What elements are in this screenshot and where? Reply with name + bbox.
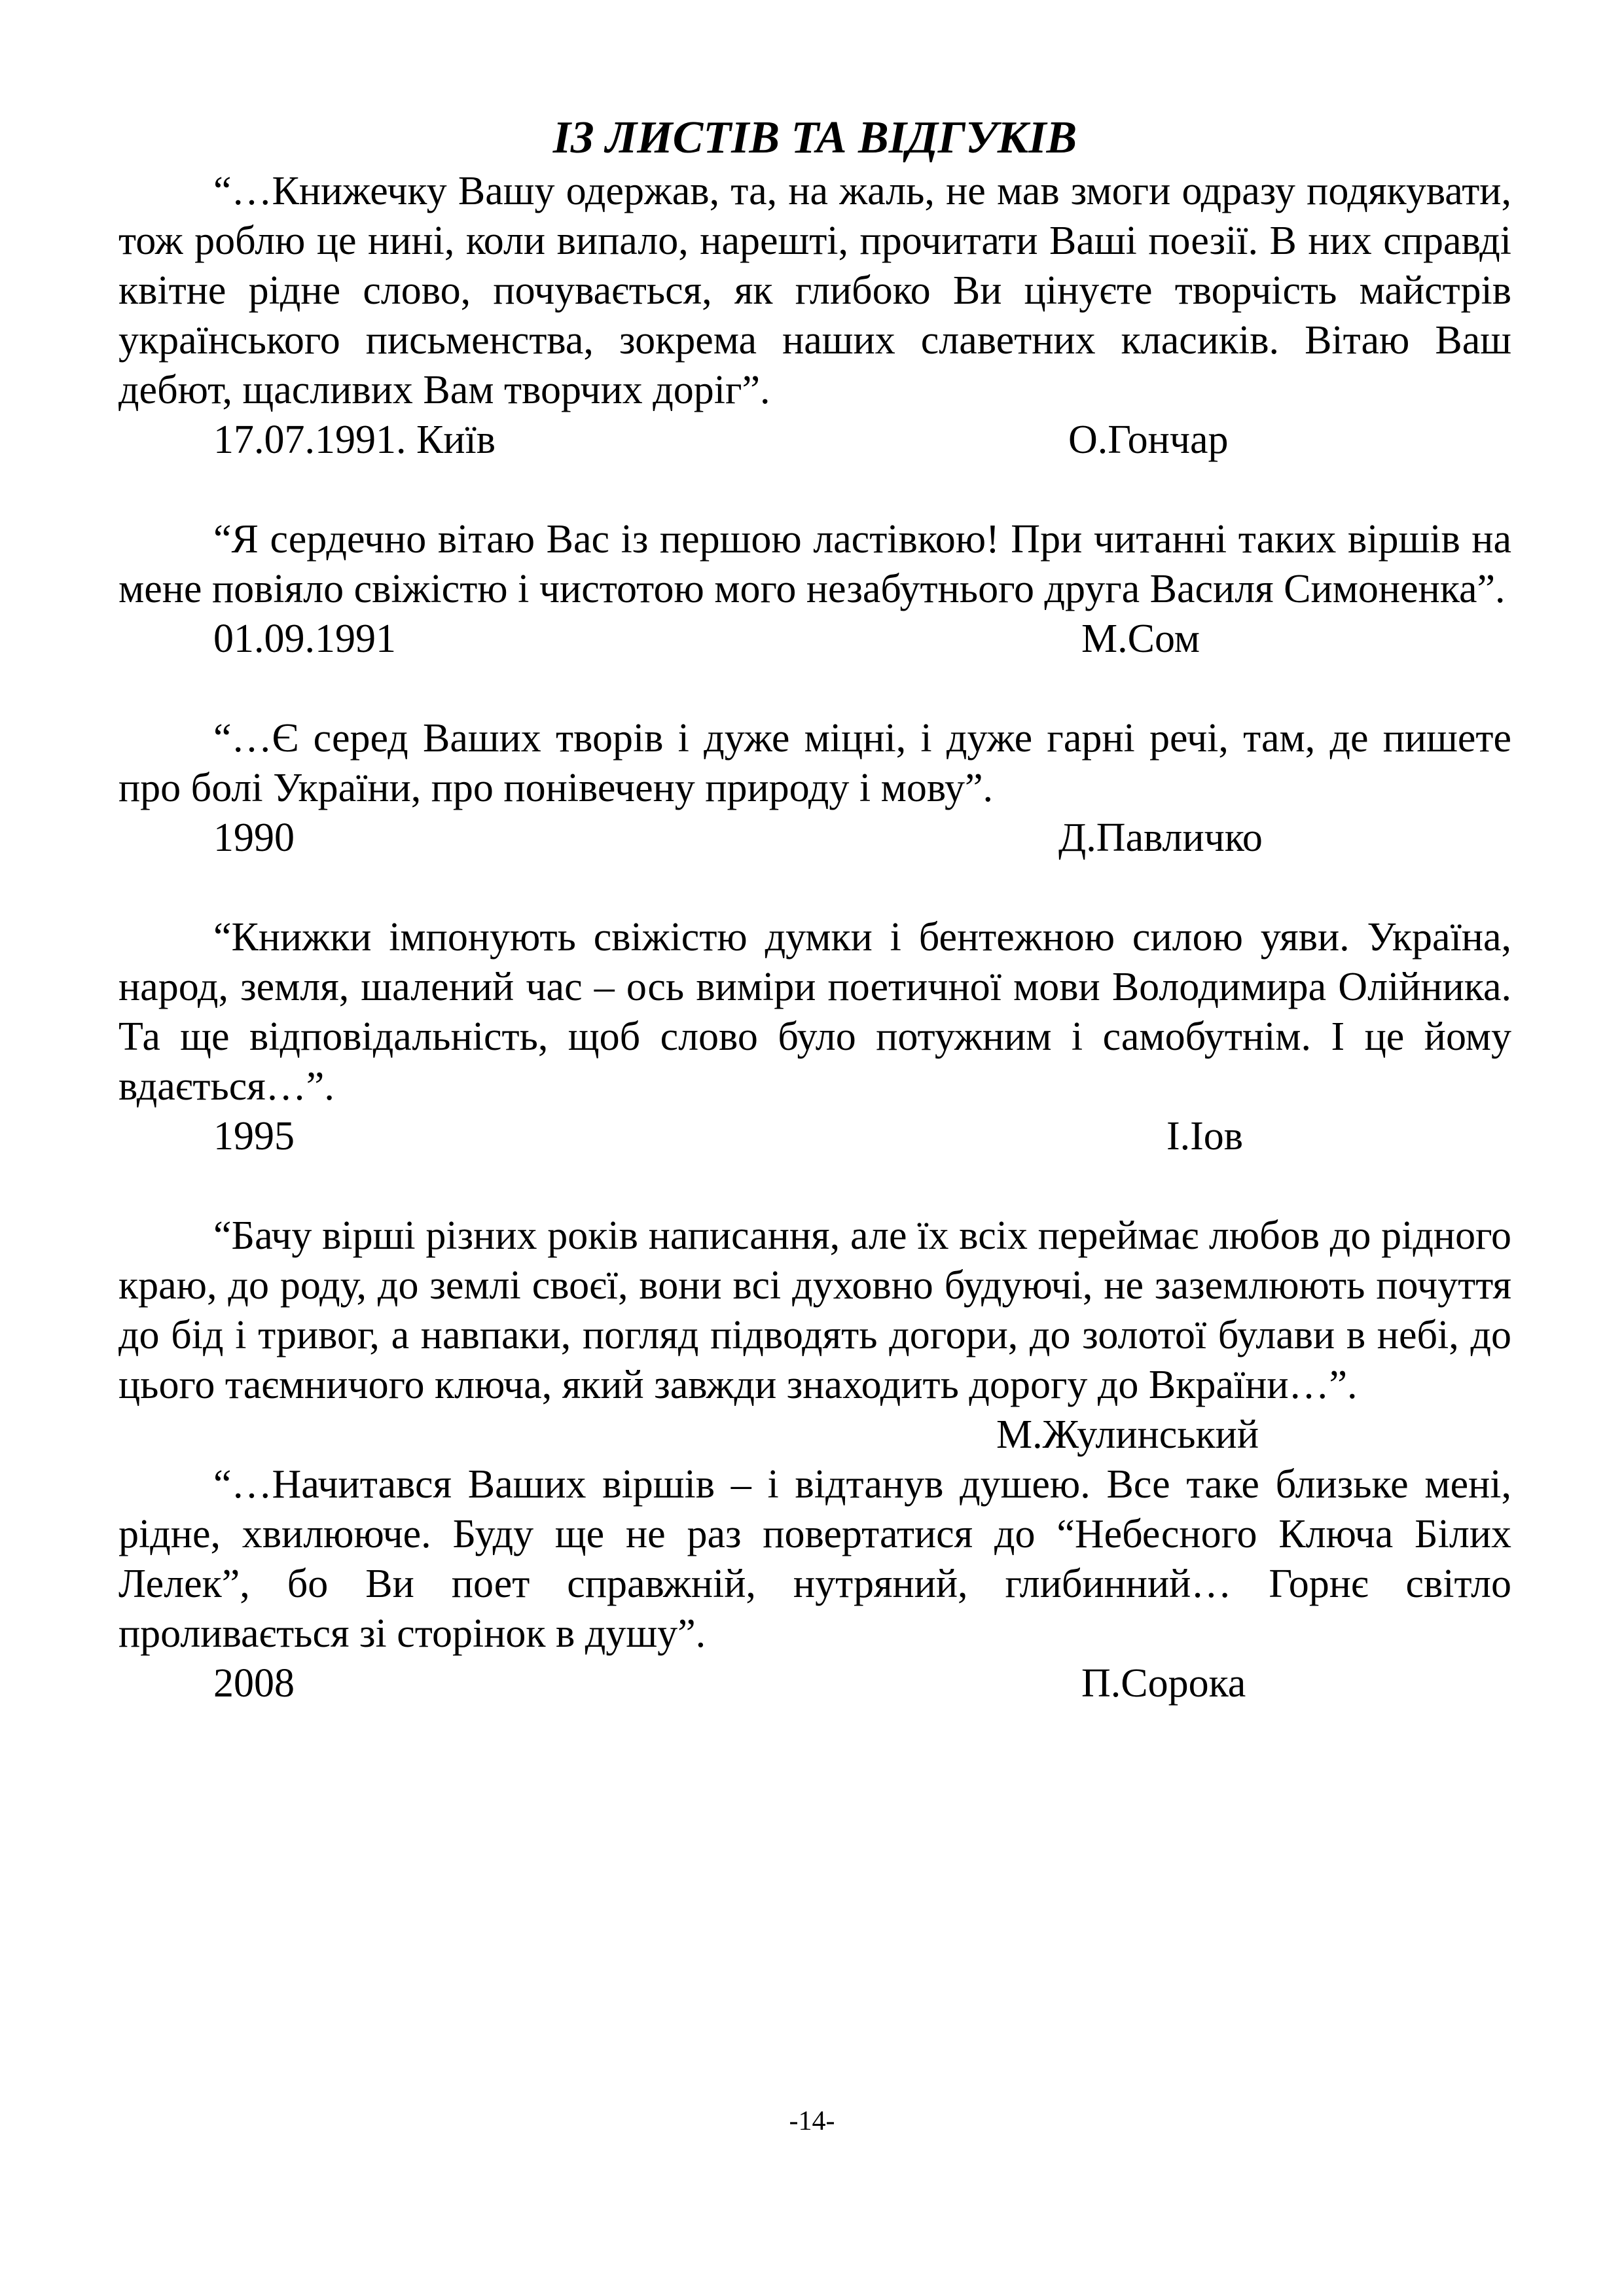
review-meta <box>118 1659 1511 1708</box>
document-page <box>118 110 1511 1708</box>
entry-separator <box>118 664 1511 713</box>
review-quote: “Бачу вірші різних років написання, але їх всіх переймає любов до рідного краю, до роду, до землі своєї, вони всі духовно будуючі, не заземлюють почуття до бід і тривог, а навпаки, погляд підводять догори, до золотої булави в небі, до цього таємничого ключа, який завжди знаходить дорогу до Вкраїни…”. <box>118 1213 1511 1407</box>
page-title: ІЗ ЛИСТІВ ТА ВІДГУКІВ <box>552 113 1077 163</box>
entry-separator <box>118 863 1511 912</box>
review-entry <box>118 713 1511 863</box>
review-meta <box>118 813 1511 863</box>
review-meta <box>118 614 1511 664</box>
review-meta <box>118 1111 1511 1161</box>
review-date: 01.09.1991 <box>213 617 396 661</box>
review-author: М.Жулинський <box>996 1412 1259 1457</box>
review-quote: “…Книжечку Вашу одержав, та, на жаль, не мав змоги одразу подякувати, тож роблю це нині, коли випало, нарешті, прочитати Ваші поезії. В них справді квітне рідне слово, почувається, як глибоко Ви цінуєте творчість майстрів українського письменства, зокрема наших славетних класиків. Вітаю Ваш дебют, щасливих Вам творчих доріг”. <box>118 169 1511 412</box>
review-author: М.Сом <box>1081 617 1200 661</box>
review-date: 1995 <box>213 1114 295 1158</box>
review-author: Д.Павличко <box>1058 816 1263 860</box>
review-date: 1990 <box>213 816 295 860</box>
review-entry <box>118 1460 1511 1708</box>
review-entry <box>118 514 1511 664</box>
page-number: -14- <box>789 2106 835 2136</box>
review-quote: “…Начитався Ваших віршів – і відтанув душею. Все таке близьке мені, рідне, хвилююче. Буду ще не раз повертатися до “Небесного Ключа Білих Лелек”, бо Ви поет справжній, нутряний, глибинний… Горнє світло проливається зі сторінок в душу”. <box>118 1462 1511 1656</box>
review-quote: “Я сердечно вітаю Вас із першою ластівкою! При читанні таких віршів на мене повіяло свіжістю і чистотою мого незабутнього друга Василя Симоненка”. <box>118 517 1511 611</box>
review-date: 2008 <box>213 1661 295 1706</box>
review-date: 17.07.1991. Київ <box>213 418 496 462</box>
review-author: І.Іов <box>1166 1114 1244 1158</box>
review-quote: “…Є серед Ваших творів і дуже міцні, і дуже гарні речі, там, де пишете про болі України, про понівечену природу і мову”. <box>118 716 1511 810</box>
review-entry <box>118 912 1511 1161</box>
review-author: П.Сорока <box>1081 1661 1246 1706</box>
entry-separator <box>118 465 1511 514</box>
review-meta <box>118 415 1511 465</box>
review-entry <box>118 1211 1511 1460</box>
review-meta <box>118 1410 1511 1460</box>
review-quote: “Книжки імпонують свіжістю думки і бентежною силою уяви. Україна, народ, земля, шалений час – ось виміри поетичної мови Володимира Олійника. Та ще відповідальність, щоб слово було потужним і самобутнім. І це йому вдається…”. <box>118 915 1511 1109</box>
review-author: О.Гончар <box>1068 418 1229 462</box>
review-entry <box>118 166 1511 465</box>
entry-separator <box>118 1161 1511 1211</box>
